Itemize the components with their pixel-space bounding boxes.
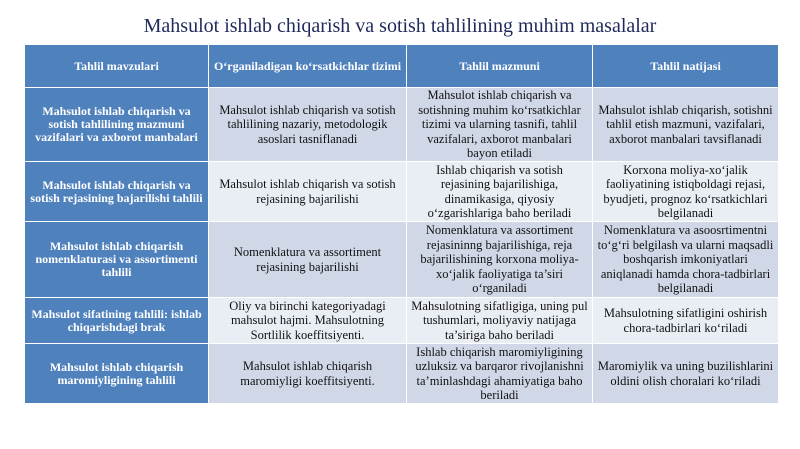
row-result: Mahsulot ishlab chiqarish, sotishni tahlil etish mazmuni, vazifalari, axborot manbalari tavsiflanadi [593, 88, 779, 162]
row-topic: Mahsulot ishlab chiqarish va sotish tahlilining mazmuni vazifalari va axborot manbalari [25, 88, 209, 162]
row-result: Korxona moliya-xo‘jalik faoliyatining istiqboldagi rejasi, byudjeti, prognoz ko‘rsatkichlari belgilanadi [593, 162, 779, 222]
row-topic: Mahsulot sifatining tahlili: ishlab chiqarishdagi brak [25, 298, 209, 344]
table-row [25, 162, 779, 222]
row-indicators: Nomenklatura va assortiment rejasining bajarilishi [209, 222, 407, 298]
row-topic: Mahsulot ishlab chiqarish nomenklaturasi va assortimenti tahlili [25, 222, 209, 298]
row-result: Nomenklatura va asoosrtimentni to‘g‘ri belgilash va ularni maqsadli boshqarish imkoniyatlari aniqlanadi hamda chora-tadbirlari belgilanadi [593, 222, 779, 298]
header-topics: Tahlil mavzulari [25, 45, 209, 88]
table-row [25, 298, 779, 344]
table-header-row [25, 45, 779, 88]
row-indicators: Mahsulot ishlab chiqarish maromiyligi koeffitsiyenti. [209, 344, 407, 404]
header-content: Tahlil mazmuni [407, 45, 593, 88]
header-result: Tahlil natijasi [593, 45, 779, 88]
row-content: Mahsulotning sifatligiga, uning pul tushumlari, moliyaviy natijaga ta’siriga baho beriladi [407, 298, 593, 344]
row-indicators: Oliy va birinchi kategoriyadagi mahsulot hajmi. Mahsulotning Sortlilik koeffitsiyenti. [209, 298, 407, 344]
row-topic: Mahsulot ishlab chiqarish va sotish rejasining bajarilishi tahlili [25, 162, 209, 222]
row-indicators: Mahsulot ishlab chiqarish va sotish rejasining bajarilishi [209, 162, 407, 222]
row-content: Ishlab chiqarish maromiyligining uzluksiz va barqaror rivojlanishni ta’minlashdagi ahamiyatiga baho beriladi [407, 344, 593, 404]
header-indicators: O‘rganiladigan ko‘rsatkichlar tizimi [209, 45, 407, 88]
page-title: Mahsulot ishlab chiqarish va sotish tahlilining muhim masalalar [143, 15, 657, 37]
row-result: Maromiylik va uning buzilishlarini oldini olish choralari ko‘riladi [593, 344, 779, 404]
analysis-table [24, 44, 779, 404]
table-row [25, 88, 779, 162]
table-row [25, 344, 779, 404]
row-indicators: Mahsulot ishlab chiqarish va sotish tahlilining nazariy, metodologik asoslari tasniflanadi [209, 88, 407, 162]
row-content: Nomenklatura va assortiment rejasininng bajarilishiga, reja bajarilishining korxona moliya-xo‘jalik faoliyatiga ta’siri o‘rganiladi [407, 222, 593, 298]
row-topic: Mahsulot ishlab chiqarish maromiyligining tahlili [25, 344, 209, 404]
table-row [25, 222, 779, 298]
row-content: Ishlab chiqarish va sotish rejasining bajarilishiga, dinamikasiga, qiyosiy o‘zgarishlariga baho beriladi [407, 162, 593, 222]
row-content: Mahsulot ishlab chiqarish va sotishning muhim ko‘rsatkichlar tizimi va ularning tasnifi, tahlil vazifalari, axborot manbalari bayon etiladi [407, 88, 593, 162]
row-result: Mahsulotning sifatligini oshirish chora-tadbirlari ko‘riladi [593, 298, 779, 344]
